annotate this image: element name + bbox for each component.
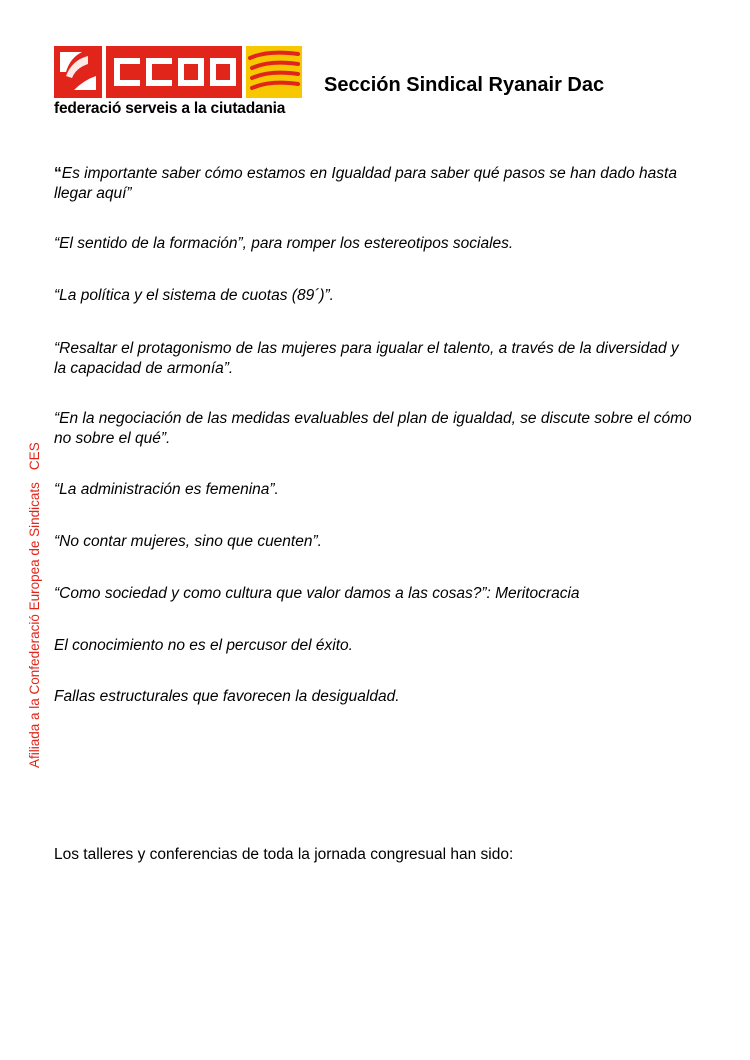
ccoo-wordmark <box>106 46 242 98</box>
section-title: Sección Sindical Ryanair Dac <box>324 74 605 96</box>
quote-item <box>54 164 694 204</box>
quote-item: El conocimiento no es el percusor del éxito. <box>54 637 353 654</box>
quote-item: “Resaltar el protagonismo de las mujeres para igualar el talento, a través de la diversidad y la capacidad de armonía”. <box>54 340 679 377</box>
affiliation-text: Afiliada a la Confederació Europea de Sindicats <box>27 482 42 768</box>
quote-item: “No contar mujeres, sino que cuenten”. <box>54 533 322 550</box>
affiliation-sidebar <box>27 442 43 768</box>
quote-item: “Como sociedad y como cultura que valor damos a las cosas?”: Meritocracia <box>54 585 580 602</box>
senyera-flag-icon <box>246 46 302 98</box>
quote-text: Es importante saber cómo estamos en Igualdad para saber qué pasos se han dado hasta llegar aquí” <box>54 165 677 202</box>
ccoo-symbol-icon <box>54 46 102 98</box>
quote-item: “El sentido de la formación”, para romper los estereotipos sociales. <box>54 235 514 252</box>
quote-item: “La política y el sistema de cuotas (89´)”. <box>54 287 334 304</box>
quote-lead: “ <box>54 165 62 182</box>
affiliation-acronym: CES <box>27 442 42 471</box>
logo-subtitle: federació serveis a la ciutadania <box>54 100 286 117</box>
quote-item: “En la negociación de las medidas evaluables del plan de igualdad, se discute sobre el cómo no sobre el qué”. <box>54 410 692 447</box>
closing-paragraph: Los talleres y conferencias de toda la jornada congresual han sido: <box>54 846 514 863</box>
ccoo-logo <box>54 46 302 120</box>
quote-item: “La administración es femenina”. <box>54 481 279 498</box>
quote-item: Fallas estructurales que favorecen la desigualdad. <box>54 688 400 705</box>
